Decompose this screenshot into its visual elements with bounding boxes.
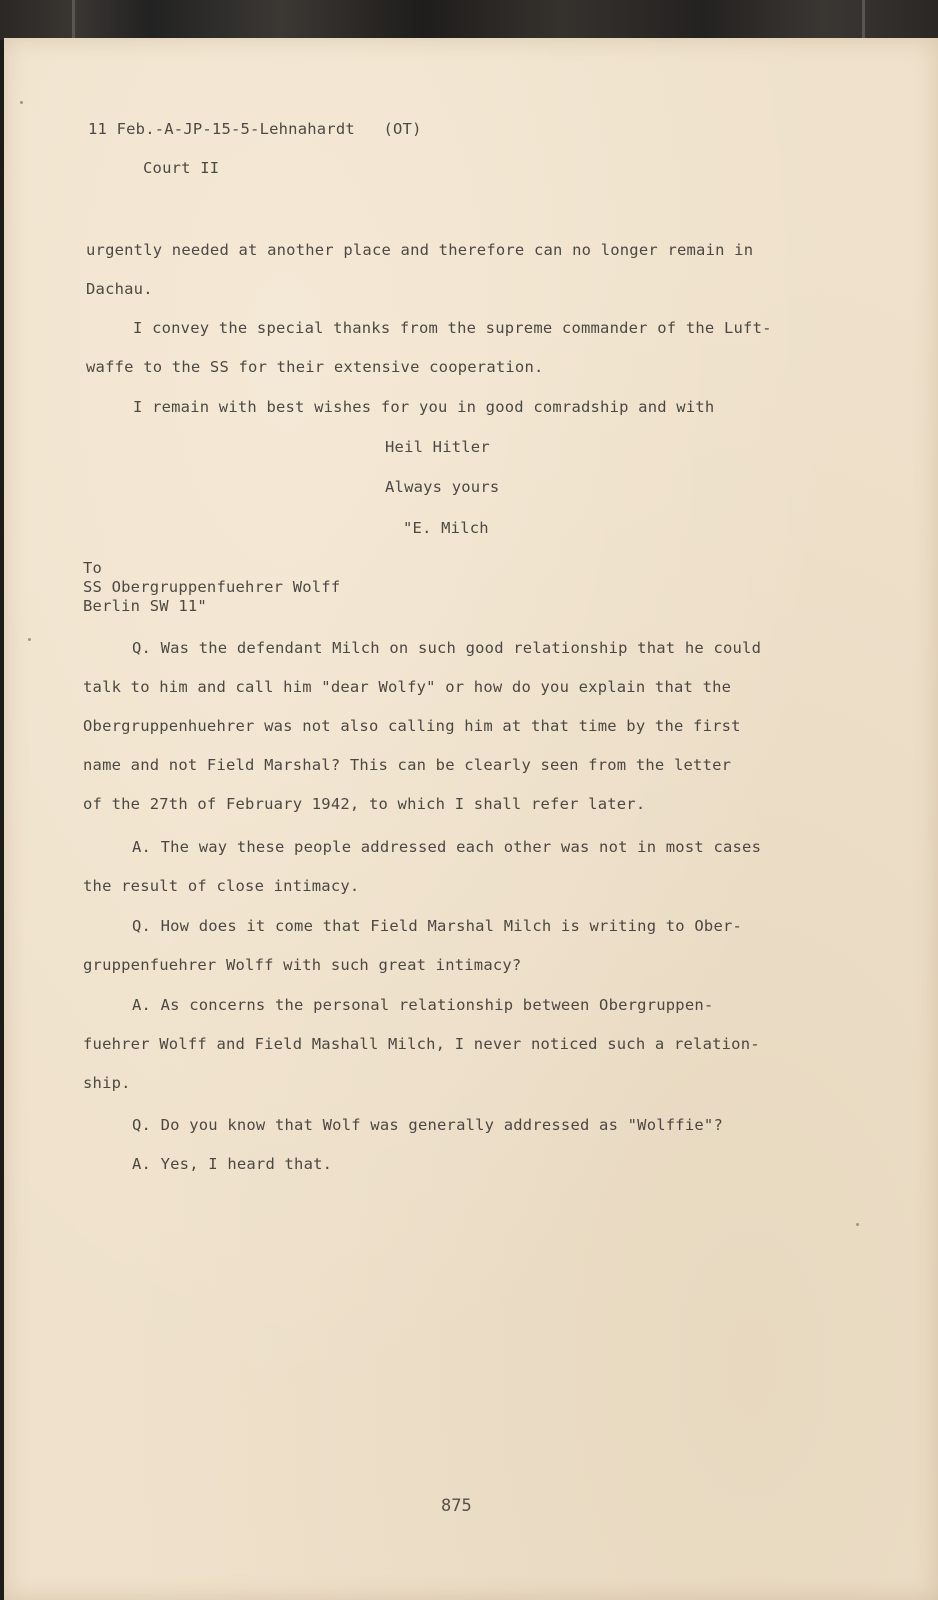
address-line: Berlin SW 11" xyxy=(83,597,207,615)
testimony-line: the result of close intimacy. xyxy=(83,877,360,895)
testimony-line: A. As concerns the personal relationship between Obergruppen- xyxy=(132,996,714,1014)
testimony-line: ship. xyxy=(83,1074,131,1092)
scanner-edge xyxy=(0,0,938,40)
testimony-line: Q. How does it come that Field Marshal Milch is writing to Ober- xyxy=(132,917,743,935)
testimony-line: A. Yes, I heard that. xyxy=(132,1155,333,1173)
letter-sign-off: Always yours xyxy=(385,478,500,496)
testimony-line: Obergruppenhuehrer was not also calling him at that time by the first xyxy=(83,717,741,735)
testimony-line: A. The way these people addressed each other was not in most cases xyxy=(132,838,762,856)
testimony-line: Q. Do you know that Wolf was generally addressed as "Wolffie"? xyxy=(132,1116,723,1134)
address-line: To xyxy=(83,559,103,577)
testimony-line: gruppenfuehrer Wolff with such great intimacy? xyxy=(83,956,522,974)
paper-speck xyxy=(856,1223,859,1226)
body-line: waffe to the SS for their extensive cooperation. xyxy=(86,358,544,376)
court-label: Court II xyxy=(143,159,220,177)
testimony-line: talk to him and call him "dear Wolfy" or how do you explain that the xyxy=(83,678,732,696)
paper-speck xyxy=(20,101,23,104)
document-reference: 11 Feb.-A-JP-15-5-Lehnahardt (OT) xyxy=(88,120,422,138)
letter-salutation: Heil Hitler xyxy=(385,438,490,456)
testimony-line: fuehrer Wolff and Field Mashall Milch, I never noticed such a relation- xyxy=(83,1035,760,1053)
edge-mark xyxy=(72,0,75,40)
testimony-line: name and not Field Marshal? This can be clearly seen from the letter xyxy=(83,756,732,774)
page-number: 875 xyxy=(441,1496,472,1516)
body-line: I convey the special thanks from the supreme commander of the Luft- xyxy=(133,319,772,337)
address-line: SS Obergruppenfuehrer Wolff xyxy=(83,578,341,596)
body-line: urgently needed at another place and therefore can no longer remain in xyxy=(86,241,754,259)
body-line: Dachau. xyxy=(86,280,153,298)
document-page xyxy=(4,38,938,1600)
body-line: I remain with best wishes for you in good comradship and with xyxy=(133,398,715,416)
testimony-line: of the 27th of February 1942, to which I shall refer later. xyxy=(83,795,646,813)
testimony-line: Q. Was the defendant Milch on such good relationship that he could xyxy=(132,639,762,657)
paper-speck xyxy=(28,638,31,641)
edge-mark xyxy=(862,0,865,40)
letter-signature: "E. Milch xyxy=(403,519,489,537)
